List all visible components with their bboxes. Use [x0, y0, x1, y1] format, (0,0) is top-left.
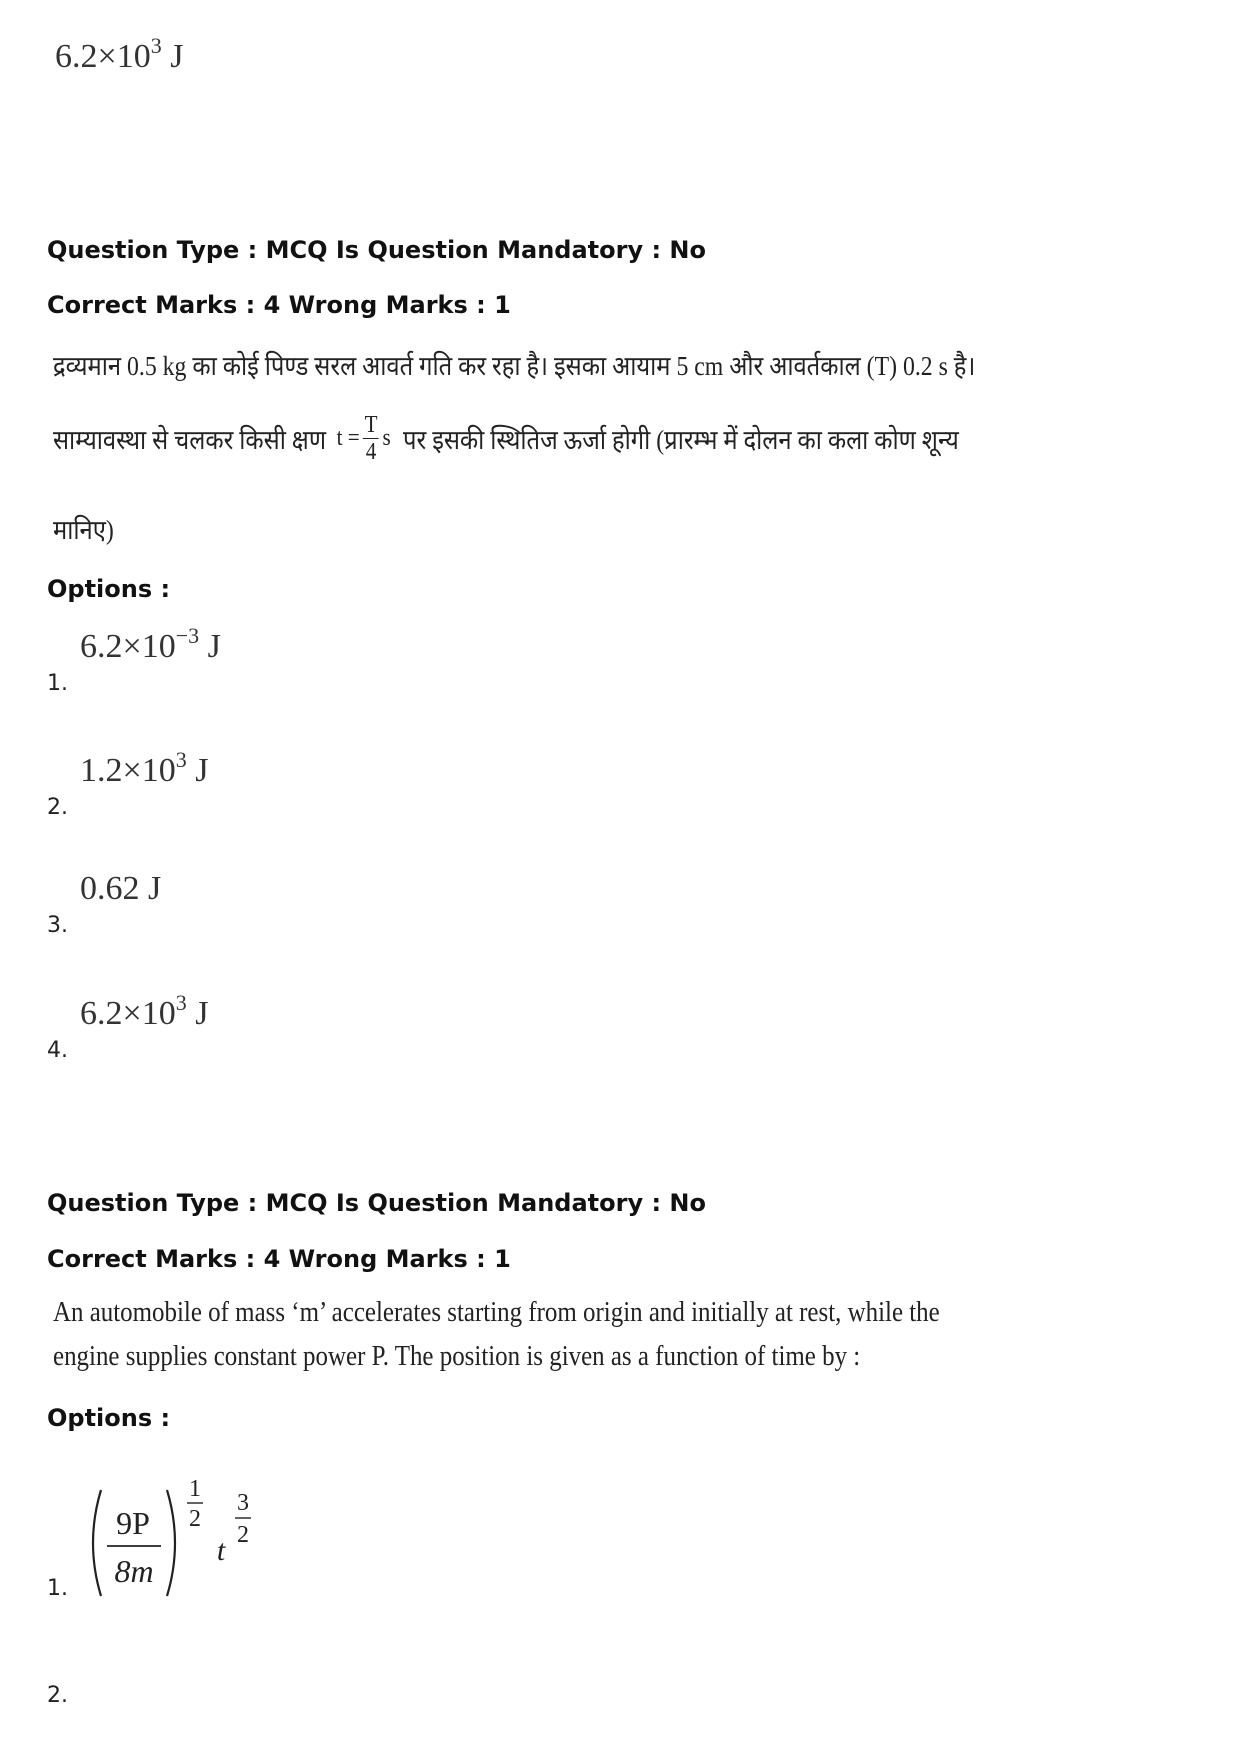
q2-text-line1: An automobile of mass ‘m’ accelerates starting from origin and initially at rest, while the	[53, 1296, 940, 1328]
q1-fraction-numerator: T	[364, 412, 378, 438]
q1-option-value: $1.2\times 10^3$ J	[80, 747, 209, 789]
q1-question-type: Question Type : MCQ Is Question Mandatory : No	[47, 236, 706, 264]
q1-option-1[interactable]	[47, 623, 221, 696]
q2-frac-numerator: 9P	[116, 1505, 150, 1541]
q1-time-fraction	[363, 412, 379, 466]
q2-marks: Correct Marks : 4 Wrong Marks : 1	[47, 1245, 511, 1273]
q1-fraction-unit: s	[382, 425, 391, 452]
q1-option-value: $6.2\times 10^3$ J	[80, 990, 209, 1032]
q2-t-exp-den: 2	[237, 1522, 249, 1548]
right-paren	[167, 1490, 175, 1596]
q1-option-2[interactable]	[47, 747, 209, 820]
q1-option-3[interactable]	[47, 870, 162, 938]
q1-option-number: 4.	[47, 1038, 68, 1063]
q2-outer-exp-den: 2	[189, 1506, 201, 1532]
q1-text-line2	[53, 412, 959, 466]
q1-text-line2-end: पर इसकी स्थितिज ऊर्जा होगी (प्रारम्भ में दोलन का कला कोण शून्य	[403, 425, 959, 456]
q2-text-line2: engine supplies constant power P. The position is given as a function of time by :	[53, 1340, 861, 1372]
q1-fraction-denominator: 4	[365, 439, 377, 466]
q1-t-equals: t =	[336, 425, 360, 452]
q1-option-4[interactable]	[47, 990, 209, 1063]
q2-option-2-number[interactable]: 2.	[47, 1683, 68, 1708]
q1-option-value: 0.62 J	[80, 870, 162, 907]
q1-text-line3: मानिए)	[53, 515, 114, 545]
previous-option-value: $6.2\times 10^3$ J	[55, 33, 184, 75]
q1-options-label: Options :	[47, 575, 171, 603]
q2-option-number: 1.	[47, 1576, 68, 1601]
q1-marks: Correct Marks : 4 Wrong Marks : 1	[47, 291, 511, 319]
q1-text-line2-start: साम्यावस्था से चलकर किसी क्षण	[53, 425, 327, 456]
q2-option-1[interactable]	[47, 1468, 307, 1618]
q2-t-exp-num: 3	[237, 1490, 249, 1516]
q2-frac-denominator: 8m	[114, 1553, 154, 1589]
q2-t-symbol: t	[216, 1534, 226, 1567]
q1-text-line1: द्रव्यमान 0.5 kg का कोई पिण्ड सरल आवर्त गति कर रहा है। इसका आयाम 5 cm और आवर्तकाल (T) 0.2 s है।	[53, 351, 976, 381]
left-paren	[93, 1490, 101, 1596]
q2-options-label: Options :	[47, 1404, 171, 1432]
q1-option-number: 3.	[47, 913, 68, 938]
q1-option-value: $6.2\times 10^{-3}$ J	[80, 623, 221, 665]
q2-option-formula	[85, 1468, 305, 1618]
q1-option-number: 2.	[47, 795, 68, 820]
q2-outer-exp-num: 1	[189, 1476, 201, 1502]
q2-question-type: Question Type : MCQ Is Question Mandatory : No	[47, 1189, 706, 1217]
q1-option-number: 1.	[47, 671, 68, 696]
